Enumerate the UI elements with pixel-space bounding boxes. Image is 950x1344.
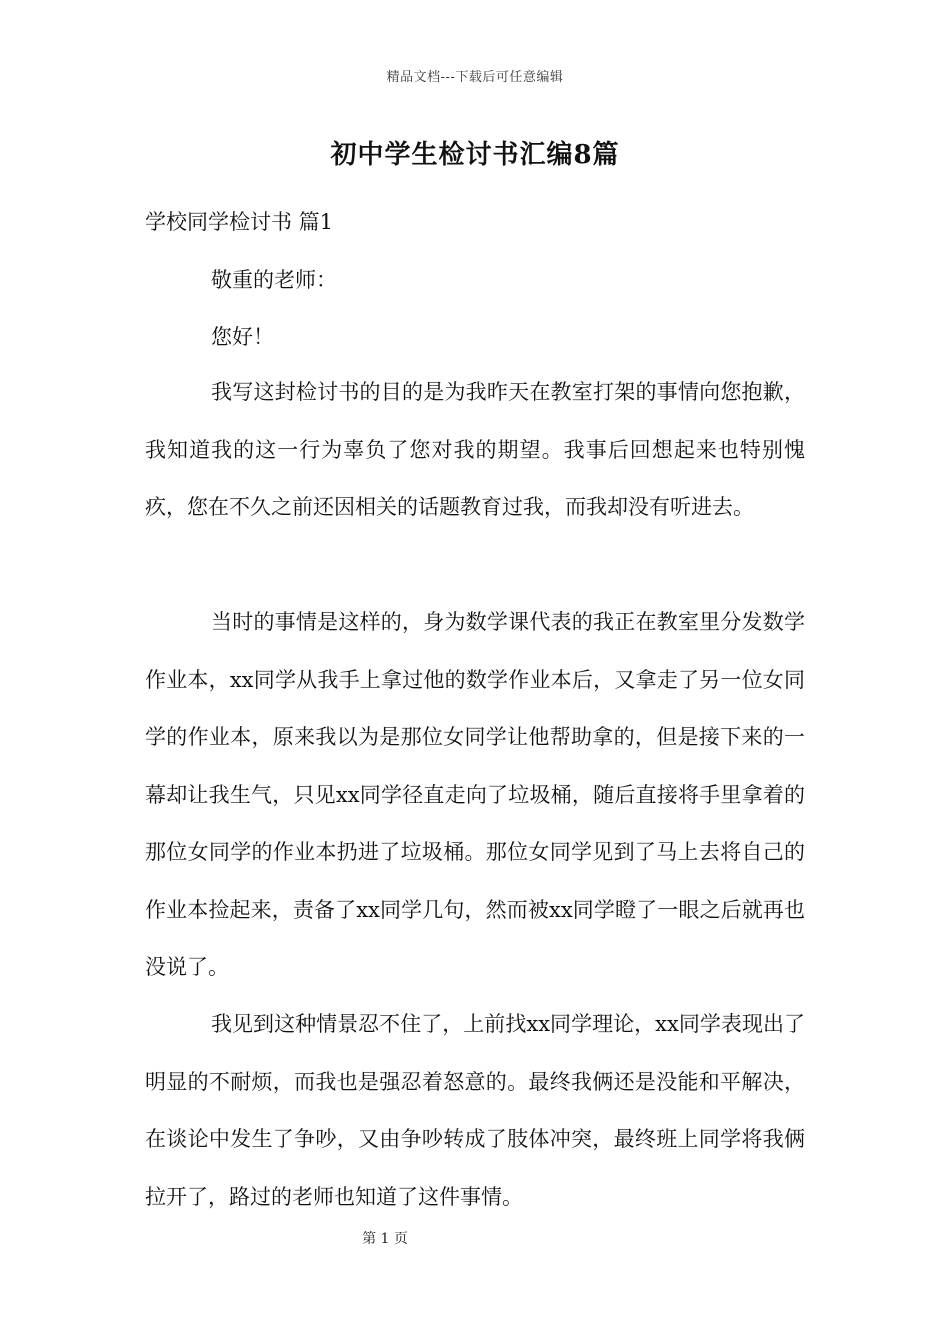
document-body (145, 364, 805, 537)
paragraph-2: 当时的事情是这样的，身为数学课代表的我正在教室里分发数学作业本，xx同学从我手上拿过他的数学作业本后，又拿走了另一位女同学的作业本，原来我以为是那位女同学让他帮助拿的，但是接下来的一幕却让我生气，只见xx同学径直走向了垃圾桶，随后直接将手里拿着的那位女同学的作业本扔进了垃圾桶。那位女同学见到了马上去将自己的作业本捡起来，责备了xx同学几句，然而被xx同学瞪了一眼之后就再也没说了。 (145, 610, 805, 979)
page-header: 精品文档---下载后可任意编辑 (386, 70, 564, 85)
greeting: 您好！ (211, 325, 274, 349)
paragraph-3: 我见到这种情景忍不住了，上前找xx同学理论，xx同学表现出了明显的不耐烦，而我也是强忍着怒意的。最终我俩还是没能和平解决，在谈论中发生了争吵，又由争吵转成了肢体冲突，最终班上同学将我俩拉开了，路过的老师也知道了这件事情。 (145, 1012, 805, 1209)
page-number: 第 1 页 (362, 1231, 408, 1247)
document-body-2 (145, 594, 805, 997)
section-heading: 学校同学检讨书 篇1 (145, 210, 334, 234)
paragraph-1: 我写这封检讨书的目的是为我昨天在教室打架的事情向您抱歉，我知道我的这一行为辜负了您对我的期望。我事后回想起来也特别愧疚，您在不久之前还因相关的话题教育过我，而我却没有听进去。 (145, 380, 805, 519)
salutation: 敬重的老师： (211, 268, 337, 292)
document-title: 初中学生检讨书汇编8篇 (330, 140, 620, 170)
document-body-3 (145, 996, 805, 1226)
